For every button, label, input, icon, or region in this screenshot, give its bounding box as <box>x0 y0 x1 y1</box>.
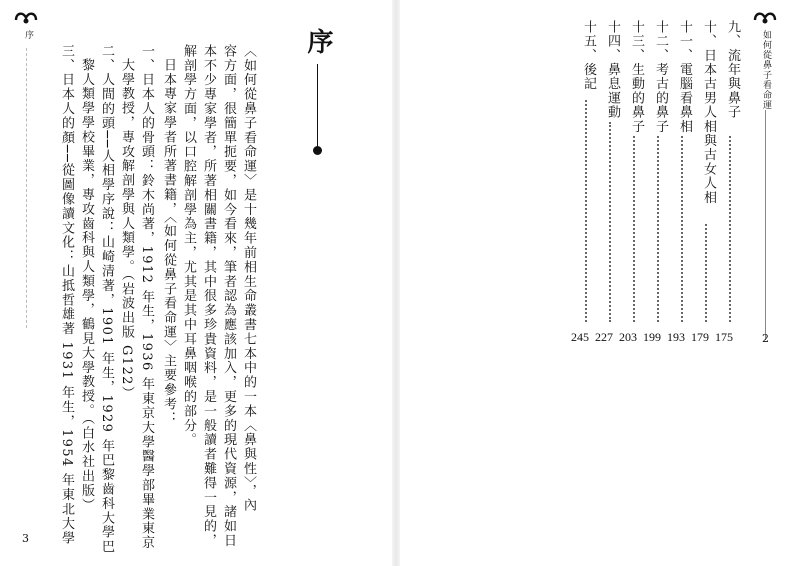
toc-page-number: 199 <box>643 330 661 344</box>
running-header: 如何從鼻子看命運 <box>761 30 771 110</box>
toc-page-number: 245 <box>571 330 589 344</box>
toc-entry: 十、日本古男人相與古女人相 <box>701 20 716 205</box>
ornament-icon <box>14 8 40 28</box>
paragraph-line: 解剖學方面，以口腔解剖學為主，尤其是其中耳鼻咽喉的部分。 <box>181 44 196 448</box>
title-dot <box>313 146 322 155</box>
book-gutter <box>392 0 400 566</box>
page-number: 2 <box>762 332 769 345</box>
reference-line: 大學教授，專攻解剖學與人類學。（岩波出版 G122） <box>119 58 134 401</box>
toc-entry: 十二、考古的鼻子 <box>653 20 668 134</box>
toc-entry: 十五、後記 <box>581 20 596 91</box>
toc-page-number: 193 <box>667 330 685 344</box>
toc-page-number: 203 <box>619 330 637 344</box>
reference-line: 一、日本人的骨頭：鈴木尚著，1912 年生，1936 年東京大學醫學部畢業東京 <box>139 44 154 551</box>
paragraph-line: 本不少專家學者，所著相關書籍，其中很多珍貴資料，是一般讀者難得一見的， <box>201 44 216 548</box>
toc-leader <box>633 136 635 322</box>
paragraph-line: 日本專家學者所著書籍，〈如何從鼻子看命運〉主要參考： <box>161 58 176 426</box>
toc-entry: 十一、電腦看鼻相 <box>677 20 692 134</box>
toc-entry: 十四、鼻息運動 <box>605 20 620 120</box>
toc-leader <box>585 100 587 322</box>
toc-leader <box>609 122 611 322</box>
toc-entry: 九、流年與鼻子 <box>725 20 740 120</box>
page-number: 3 <box>22 532 29 545</box>
toc-page-number: 227 <box>595 330 613 344</box>
toc-entry: 十三、生動的鼻子 <box>629 20 644 134</box>
page-title: 序 <box>303 28 333 54</box>
toc-leader <box>705 224 707 322</box>
header-rule <box>765 110 766 340</box>
title-rule <box>317 64 318 150</box>
reference-line: 二、人間的頭──人相學序說：山崎清著，1901 年生，1929 年巴黎齒科大學巴 <box>99 44 114 555</box>
reference-line: 三、日本人的顏──從圖像讀文化：山抵哲雄著 1931 年生，1954 年東北大學 <box>59 44 74 546</box>
paragraph-line: 〈如何從鼻子看命運〉是十幾年前相生命叢書七本中的一本〈鼻與性〉，內 <box>241 44 256 513</box>
toc-page-number: 179 <box>691 330 709 344</box>
running-header: 序 <box>23 30 33 40</box>
reference-line: 黎人類學學校畢業，專攻齒科與人類學，鶴見大學教授。（白水社出版） <box>79 58 94 513</box>
toc-leader <box>657 136 659 322</box>
right-page <box>400 0 793 566</box>
toc-leader <box>681 136 683 322</box>
toc-page-number: 175 <box>715 330 733 344</box>
header-rule <box>26 48 27 328</box>
toc-leader <box>729 136 731 322</box>
ornament-icon <box>753 8 779 28</box>
paragraph-line: 容方面，很簡單扼要，如今看來，筆者認為應該加入，更多的現代資源，諸如日 <box>221 44 236 548</box>
left-page <box>0 0 392 566</box>
